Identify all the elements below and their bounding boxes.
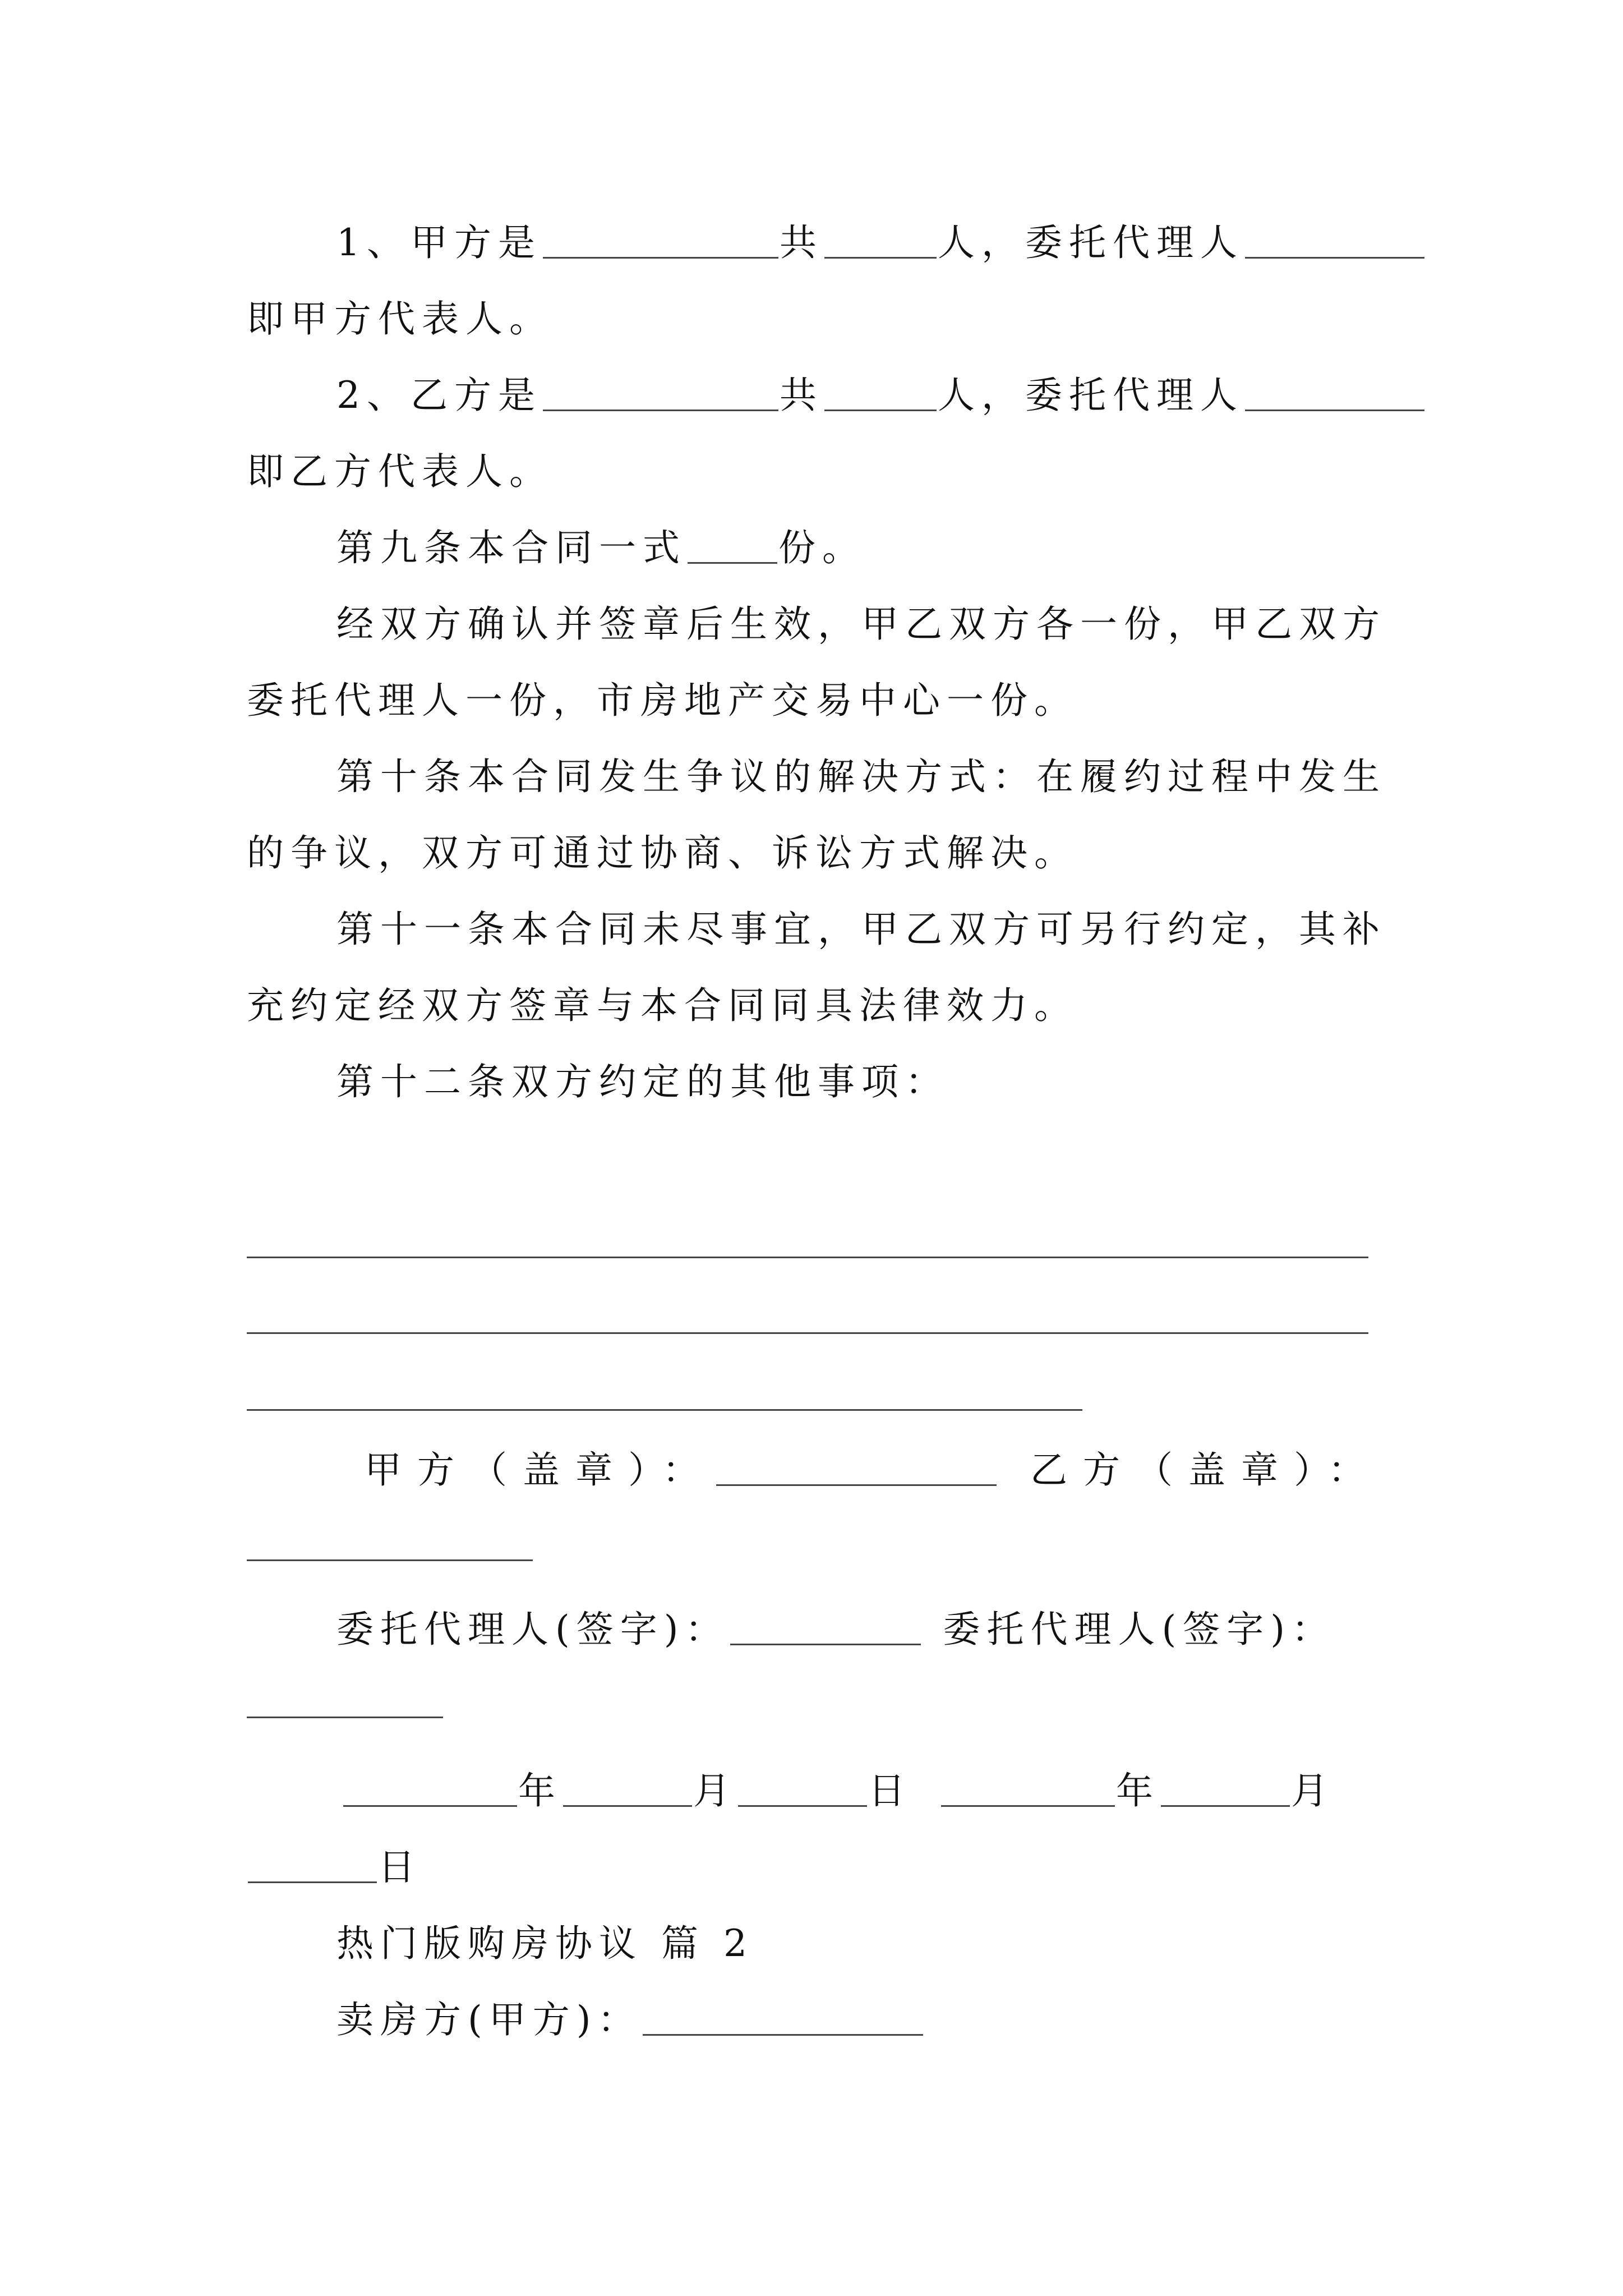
item2-line1: [336, 370, 1426, 421]
day-a-label: 日: [868, 1769, 912, 1812]
item1-number: 1、: [336, 221, 411, 264]
seller-line: [336, 1995, 924, 2045]
item2-agent-blank[interactable]: [1245, 376, 1424, 411]
month-b-label: 月: [1291, 1769, 1335, 1812]
day-a-blank[interactable]: [738, 1772, 867, 1807]
other-matters-rule-3[interactable]: [247, 1409, 1082, 1411]
year-a-label: 年: [518, 1769, 562, 1812]
item2-number: 2、: [336, 374, 411, 417]
seller-label: 卖房方(甲方)：: [336, 1998, 642, 2041]
seal-line: [365, 1445, 1381, 1496]
agent-a-label: 委托代理人(签字)：: [336, 1608, 729, 1651]
agent-b-blank[interactable]: [247, 1717, 443, 1718]
item2-prefix: 乙方是: [411, 374, 542, 417]
item2-line2: [247, 447, 553, 497]
item1-agent-blank[interactable]: [1245, 223, 1424, 259]
month-b-blank[interactable]: [1161, 1772, 1290, 1807]
section2-heading: 热门版购房协议 篇 2: [336, 1922, 754, 1965]
clause9-copies-blank[interactable]: [688, 528, 777, 564]
item2-count-blank[interactable]: [824, 376, 937, 411]
agent-b-label: 委托代理人(签字)：: [943, 1608, 1335, 1651]
agent-a-blank[interactable]: [730, 1610, 921, 1645]
year-a-blank[interactable]: [343, 1772, 517, 1807]
effect-line2: 委托代理人一份，市房地产交易中心一份。: [247, 679, 1078, 722]
clause11-line2: 充约定经双方签章与本合同同具法律效力。: [247, 984, 1078, 1027]
day-b-label: 日: [378, 1846, 422, 1889]
date-line: [342, 1766, 1335, 1816]
party-b-seal-blank[interactable]: [247, 1559, 533, 1561]
day-b-blank[interactable]: [248, 1848, 377, 1883]
clause9-text-a: 第九条本合同一式: [336, 526, 686, 569]
clause12-line1: 第十二条双方约定的其他事项：: [336, 1060, 949, 1103]
item1-line2: [247, 294, 553, 344]
item1-party-blank[interactable]: [543, 223, 778, 259]
year-b-blank[interactable]: [941, 1772, 1115, 1807]
party-b-seal-label: 乙方（盖章）：: [1030, 1448, 1381, 1492]
agent-sign-line: [336, 1604, 1335, 1655]
item1-line1: [336, 218, 1426, 268]
party-a-seal-blank[interactable]: [716, 1451, 997, 1486]
item1-count-blank[interactable]: [824, 223, 937, 259]
clause10-line2: 的争议，双方可通过协商、诉讼方式解决。: [247, 831, 1078, 875]
seller-blank[interactable]: [643, 2000, 923, 2036]
year-b-label: 年: [1116, 1769, 1160, 1812]
date-line-2: [247, 1842, 422, 1893]
clause9-text-b: 份。: [778, 526, 866, 569]
month-a-blank[interactable]: [563, 1772, 692, 1807]
item1-prefix: 甲方是: [411, 221, 542, 264]
item1-gong: 共: [780, 221, 823, 264]
month-a-label: 月: [693, 1769, 737, 1812]
item1-agent-label: 人，委托代理人: [938, 221, 1244, 264]
other-matters-rule-2[interactable]: [247, 1332, 1368, 1334]
item2-continuation: 即乙方代表人。: [247, 450, 553, 493]
clause11-line1: 第十一条本合同未尽事宜，甲乙双方可另行约定，其补: [336, 908, 1386, 951]
other-matters-rule-1[interactable]: [247, 1257, 1368, 1258]
clause9-line: [336, 523, 866, 573]
item2-agent-label: 人，委托代理人: [938, 374, 1244, 417]
clause10-line1: 第十条本合同发生争议的解决方式：在履约过程中发生: [336, 755, 1386, 798]
item2-party-blank[interactable]: [543, 376, 778, 411]
item2-gong: 共: [780, 374, 823, 417]
effect-line1: 经双方确认并签章后生效，甲乙双方各一份，甲乙双方: [336, 602, 1386, 646]
party-a-seal-label: 甲方（盖章）：: [365, 1448, 715, 1492]
item1-continuation: 即甲方代表人。: [247, 297, 553, 341]
